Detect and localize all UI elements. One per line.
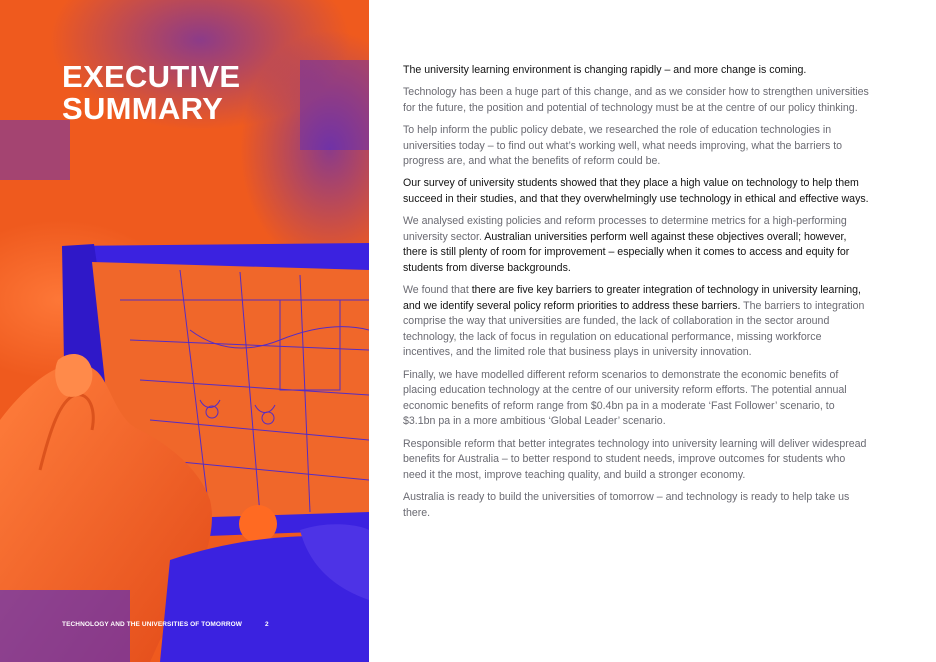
paragraph-6-emphasis: there are five key barriers to greater integration of technology in university learning, and we identify several policy reform priorities to address these barriers. [403,284,861,312]
paragraph-6-text: We found that [403,284,472,297]
paragraph-5 [403,214,869,276]
cover-photo-panel [0,0,369,662]
paragraph-1: The university learning environment is changing rapidly – and more change is coming. [403,64,807,76]
paragraph-2: Technology has been a huge part of this change, and as we consider how to strengthen universities for the future, the position and potential of technology must be at the centre of our policy thinking. [403,86,869,114]
paragraph-5-emphasis: Australian universities perform well against these objectives overall; however, there is still plenty of room for improvement – especially when it comes to access and equity for students from diverse backgrounds. [403,230,850,274]
page-title [62,61,240,125]
paragraph-5-text: We analysed existing policies and reform processes to determine metrics for a high-performing university sector. [403,215,847,243]
paragraph-3: To help inform the public policy debate, we researched the role of education technologies in universities today – to find out what’s working well, what needs improving, what the barriers to progress are, and what the benefits of reform could be. [403,123,843,168]
paragraph-7: Finally, we have modelled different reform scenarios to demonstrate the economic benefits of placing education technology at the centre of our university reform efforts. The potential annual economic benefits of reform range from $0.4bn pa in a moderate ‘Fast Follower’ scenario, to $3.1bn pa in a more ambitious ‘Global Leader’ scenario. [403,368,847,428]
paragraph-4: Our survey of university students showed that they place a high value on technology to help them succeed in their studies, and that they overwhelmingly use technology in ethical and effective ways. [403,177,869,205]
paragraph-6-rest: The barriers to integration comprise the way that universities are funded, the lack of collaboration in the sector around technology, the lack of focus in regulation on educational performance, missing workforce incentives, and the limited role that business plays in university innovation. [403,299,865,359]
page-number: 2 [265,621,269,628]
paragraph-6 [403,283,869,361]
paragraph-8: Responsible reform that better integrates technology into university learning will deliver widespread benefits for Australia – to better respond to student needs, improve outcomes for students who need it the most, improve teaching quality, and build a stronger economy. [403,437,867,481]
footer-label: TECHNOLOGY AND THE UNIVERSITIES OF TOMORROW [62,621,243,628]
summary-body [403,63,869,528]
paragraph-9: Australia is ready to build the universities of tomorrow – and technology is ready to help take us there. [403,491,850,519]
page-title-line-2: SUMMARY [62,91,224,126]
page-title-line-1: EXECUTIVE [62,59,241,94]
